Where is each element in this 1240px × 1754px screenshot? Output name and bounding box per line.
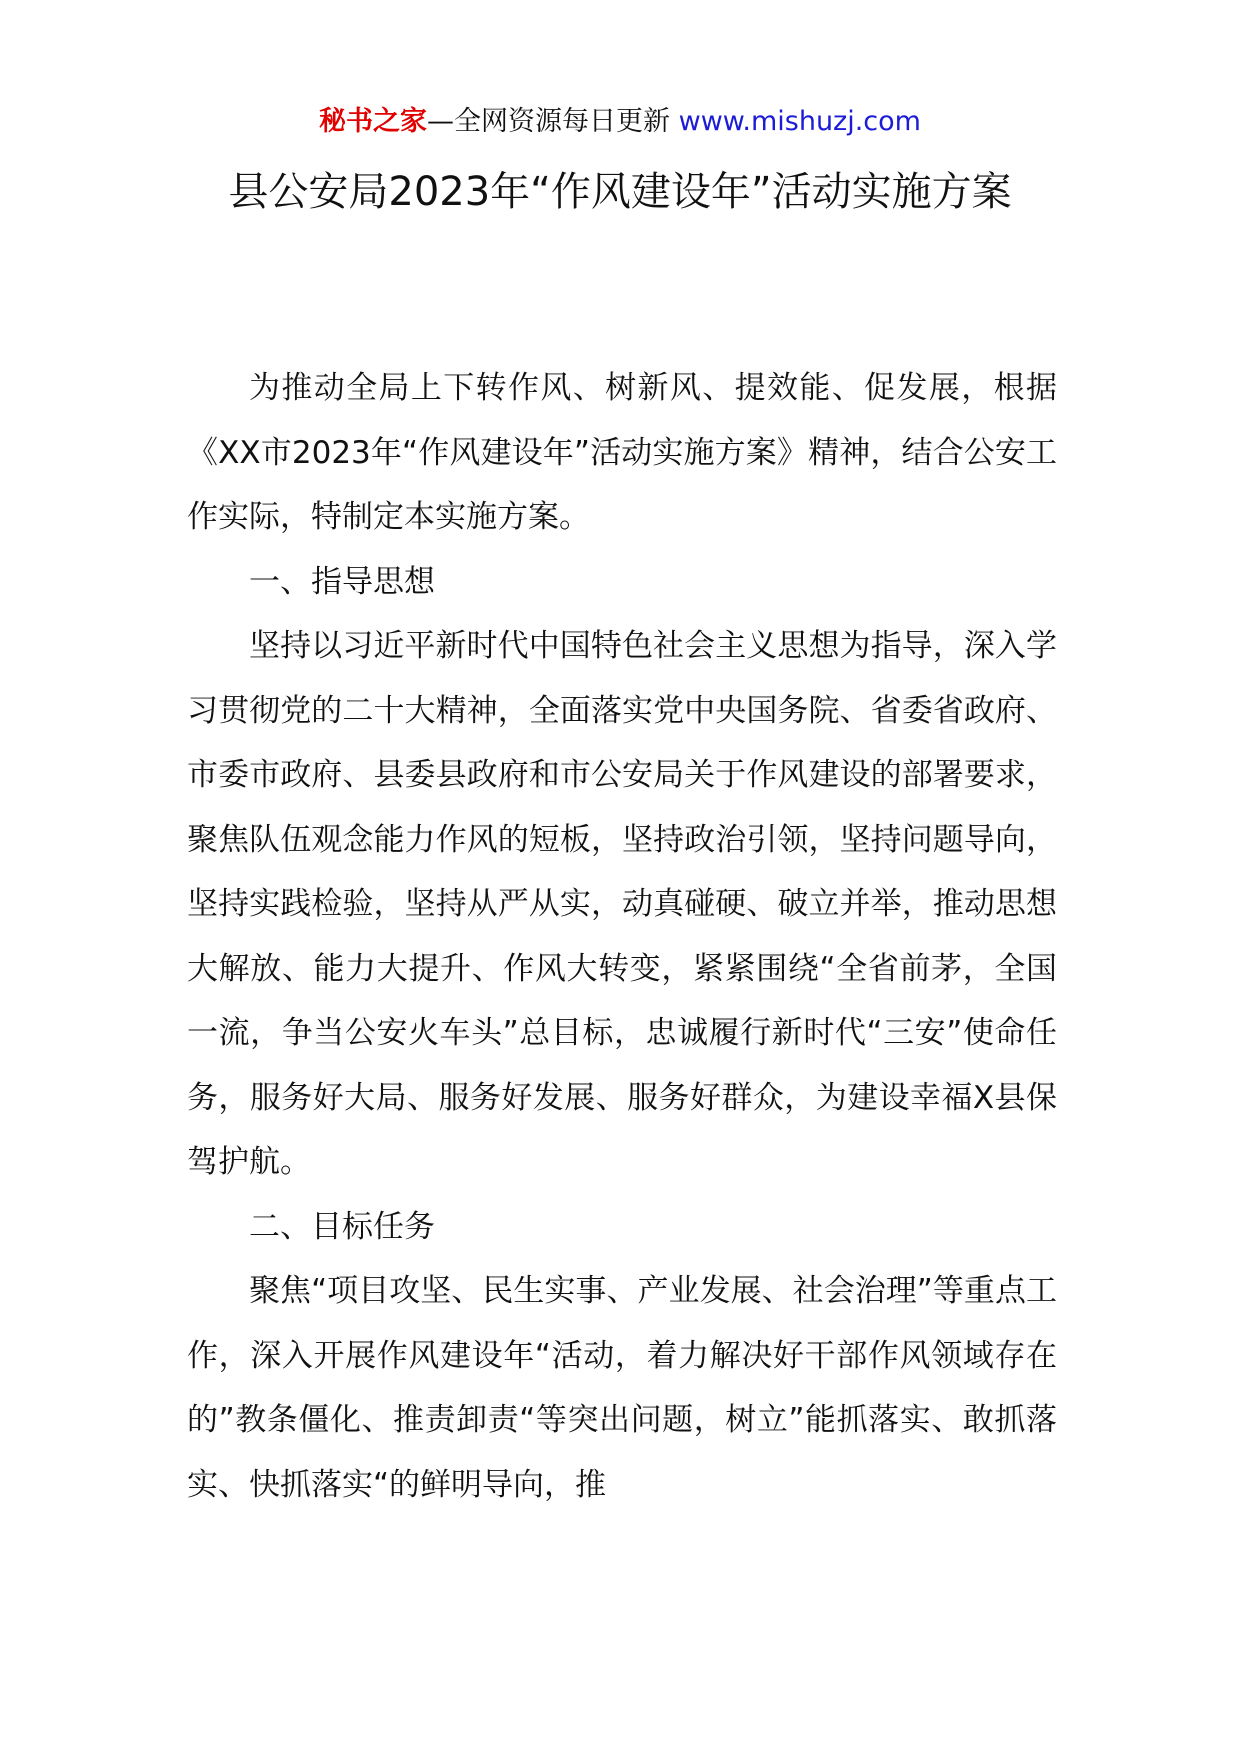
site-url-link[interactable]: www.mishuzj.com xyxy=(678,106,921,137)
site-header xyxy=(0,102,1240,142)
guiding-ideology-paragraph: 坚持以习近平新时代中国特色社会主义思想为指导，深入学习贯彻党的二十大精神，全面落实党中央国务院、省委省政府、市委市政府、县委县政府和市公安局关于作风建设的部署要求，聚焦队伍观念能力作风的短板，坚持政治引领，坚持问题导向，坚持实践检验，坚持从严从实，动真碰硬、破立并举，推动思想大解放、能力大提升、作风大转变，紧紧围绕“全省前茅，全国一流，争当公安火车头”总目标，忠诚履行新时代“三安”使命任务，服务好大局、服务好发展、服务好群众，为建设幸福X县保驾护航。 xyxy=(187,628,1057,1180)
intro-paragraph: 为推动全局上下转作风、树新风、提效能、促发展，根据《XX市2023年“作风建设年”活动实施方案》精神，结合公安工作实际，特制定本实施方案。 xyxy=(187,370,1057,535)
site-tagline: —全网资源每日更新 xyxy=(427,106,679,137)
document-body xyxy=(187,356,1057,1517)
section-heading-guiding-ideology: 一、指导思想 xyxy=(249,563,435,600)
document-title: 县公安局2023年“作风建设年”活动实施方案 xyxy=(228,169,1012,215)
section-heading-goals-tasks: 二、目标任务 xyxy=(249,1208,435,1245)
site-brand: 秘书之家 xyxy=(319,106,428,137)
goals-tasks-paragraph: 聚焦“项目攻坚、民生实事、产业发展、社会治理”等重点工作，深入开展作风建设年“活动，着力解决好干部作风领域存在的”教条僵化、推责卸责“等突出问题，树立”能抓落实、敢抓落实、快抓落实“的鲜明导向，推 xyxy=(187,1273,1057,1503)
